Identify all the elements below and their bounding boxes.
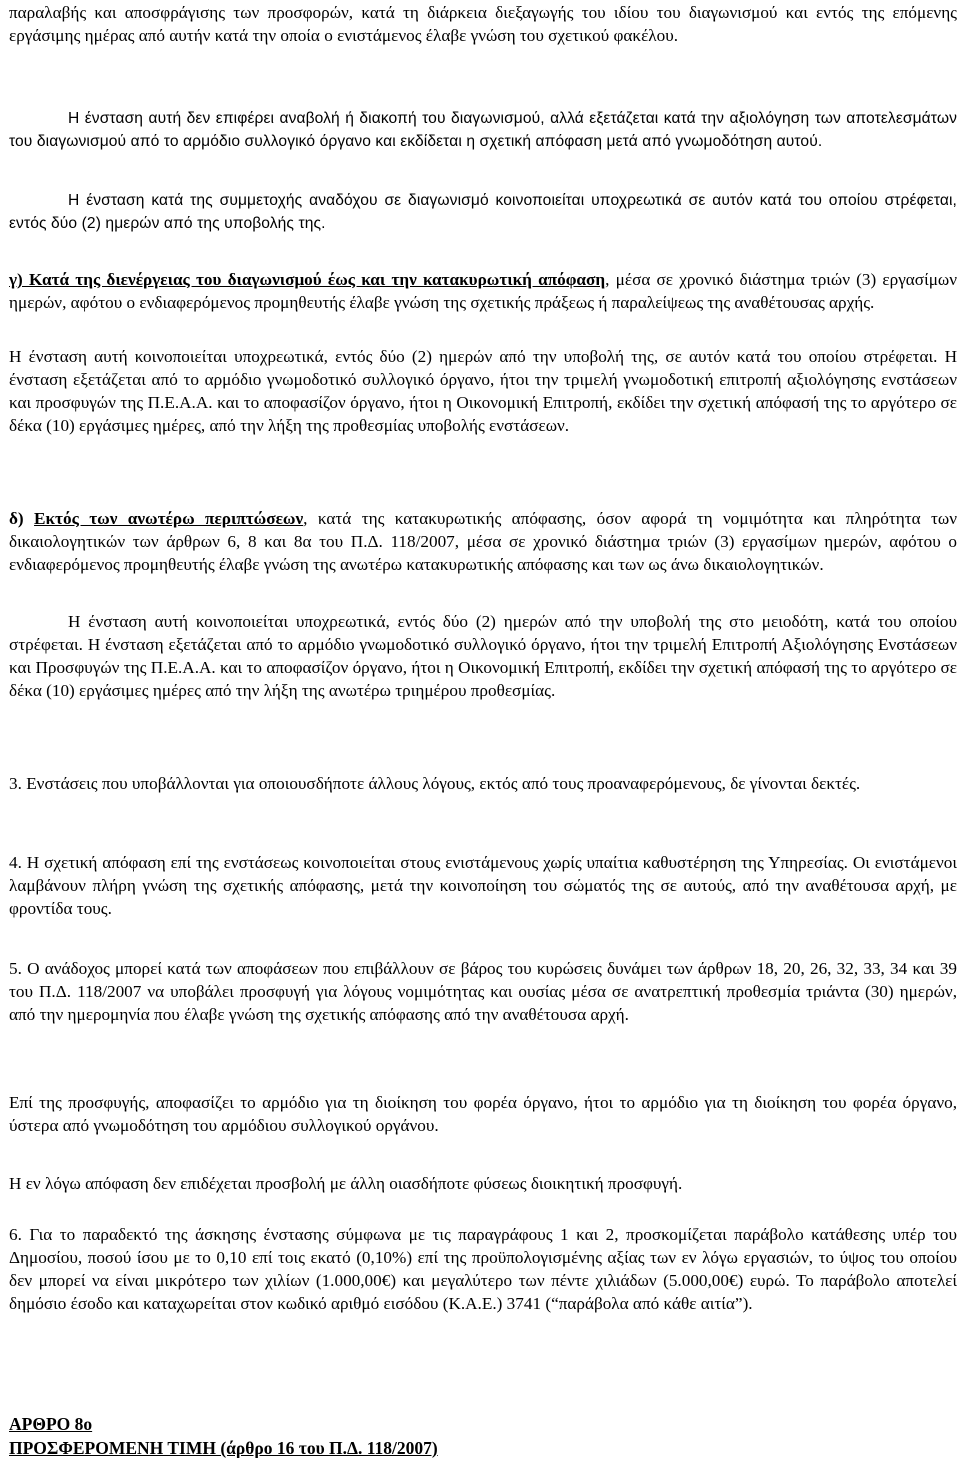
paragraph-3: 3. Ενστάσεις που υποβάλλονται για οποιουσδήποτε άλλους λόγους, εκτός από τους προαναφερόμενους, δε γίνονται δεκτές. [9, 774, 861, 793]
article-subtitle: ΠΡΟΣΦΕΡΟΜΕΝΗ ΤΙΜΗ (άρθρο 16 του Π.Δ. 118/2007) [9, 1438, 438, 1458]
delta-label: δ) [9, 509, 35, 528]
paragraph-6: 6. Για το παραδεκτό της άσκησης ένστασης σύμφωνα με τις παραγράφους 1 και 2, προσκομίζεται παράβολο κατάθεσης υπέρ του Δημοσίου, ποσού ίσου με το 0,10 επί τοις εκατό (0,10%) επί της προϋπολογισμένης αξίας των εν λόγω εργασιών, το ύψος του οποίου δεν μπορεί να είναι μικρότερο των χιλίων (1.000,00€) και μεγαλύτερο των πέντε χιλιάδων (5.000,00€) ευρώ. Το παράβολο αποτελεί δημόσιο έσοδο και καταχωρείται στον κωδικό αριθμό εισόδου (Κ.Α.Ε.) 3741 (“παράβολα από κάθε αιτία”). [9, 1225, 957, 1313]
paragraph-delta [9, 507, 957, 576]
gamma-text: , μέσα σε χρονικό διάστημα τριών (3) εργασίμων ημερών, αφότου ο ενδιαφερόμενος προμηθευτής έλαβε γνώση της σχετικής πράξεως ή παραλείψεως της αναθέτουσας αρχής. [9, 270, 957, 312]
paragraph-4: 4. Η σχετική απόφαση επί της ενστάσεως κοινοποιείται στους ενιστάμενους χωρίς υπαίτια καθυστέρηση της Υπηρεσίας. Οι ενιστάμενοι λαμβάνουν πλήρη γνώση της σχετικής απόφασης, μετά την κοινοποίηση του σώματός της σε αυτούς, από την αναθέτουσα αρχή, με φροντίδα τους. [9, 853, 957, 918]
paragraph-objection-notification: Η ένσταση κατά της συμμετοχής αναδόχου σε διαγωνισμό κοινοποιείται υποχρεωτικά σε αυτόν κατά του οποίου στρέφεται, εντός δύο (2) ημερών από της υποβολής της. [9, 192, 957, 232]
gamma-heading: γ) Κατά της διενέργειας του διαγωνισμού έως και την κατακυρωτική απόφαση [9, 270, 606, 289]
paragraph-intro: παραλαβής και αποσφράγισης των προσφορών, κατά τη διάρκεια διεξαγωγής του ιδίου του διαγωνισμού και εντός της επόμενης εργάσιμης ημέρας από αυτήν κατά την οποία ο ενιστάμενος έλαβε γνώση του σχετικού φακέλου. [9, 3, 957, 45]
paragraph-objection-no-suspension: Η ένσταση αυτή δεν επιφέρει αναβολή ή διακοπή του διαγωνισμού, αλλά εξετάζεται κατά την αξιολόγηση των αποτελεσμάτων του διαγωνισμού από το αρμόδιο συλλογικό όργανο και εκδίδεται η σχετική απόφαση μετά από γνωμοδότηση αυτού. [9, 110, 957, 150]
article-title: ΑΡΘΡΟ 8ο [9, 1414, 93, 1434]
paragraph-5-appeal: Επί της προσφυγής, αποφασίζει το αρμόδιο για τη διοίκηση του φορέα όργανο, ήτοι το αρμόδιο για τη διοίκηση του φορέα όργανο, ύστερα από γνωμοδότηση του αρμόδιου συλλογικού οργάνου. [9, 1093, 957, 1135]
paragraph-gamma-procedure: Η ένσταση αυτή κοινοποιείται υποχρεωτικά, εντός δύο (2) ημερών από την υποβολή της, σε αυτόν κατά του οποίου στρέφεται. Η ένσταση εξετάζεται από το αρμόδιο γνωμοδοτικό συλλογικό όργανο, ήτοι την τριμελή γνωμοδοτική επιτροπή αξιολόγησης ενστάσεων και προσφυγών της Π.Ε.Α.Α. και το αποφασίζον όργανο, ήτοι η Οικονομική Επιτροπή, εκδίδει την σχετική απόφασή της το αργότερο σε δέκα (10) εργάσιμες ημέρες, από την λήξη της προθεσμίας υποβολής ενστάσεων. [9, 347, 957, 435]
paragraph-delta-procedure: Η ένσταση αυτή κοινοποιείται υποχρεωτικά, εντός δύο (2) ημερών από την υποβολή της στο μειοδότη, κατά του οποίου στρέφεται. Η ένσταση εξετάζεται από το αρμόδιο γνωμοδοτικό συλλογικό όργανο, ήτοι την τριμελή Επιτροπή Αξιολόγησης Ενστάσεων και Προσφυγών της Π.Ε.Α.Α. και το αποφασίζον όργανο, ήτοι η Οικονομική Επιτροπή, εκδίδει την σχετική απόφασή της το αργότερο σε δέκα (10) εργάσιμες ημέρες από την λήξη της ανωτέρω τριημέρου προθεσμίας. [9, 612, 957, 700]
paragraph-5: 5. Ο ανάδοχος μπορεί κατά των αποφάσεων που επιβάλλουν σε βάρος του κυρώσεις δυνάμει των άρθρων 18, 20, 26, 32, 33, 34 και 39 του Π.Δ. 118/2007 να υποβάλει προσφυγή για λόγους νομιμότητας και ουσίας μέσα σε ανατρεπτική προθεσμία τριάντα (30) ημερών, από την ημερομηνία που έλαβε γνώση της σχετικής απόφασης από την αναθέτουσα αρχή. [9, 959, 957, 1024]
paragraph-5-final: Η εν λόγω απόφαση δεν επιδέχεται προσβολή με άλλη οιασδήποτε φύσεως διοικητική προσφυγή. [9, 1174, 683, 1193]
delta-heading: Εκτός των ανωτέρω περιπτώσεων [34, 509, 304, 528]
delta-text: , κατά της κατακυρωτικής απόφασης, όσον αφορά τη νομιμότητα και πληρότητα των δικαιολογητικών των άρθρων 6, 8 και 8α του Π.Δ. 118/2007, μέσα σε χρονικό διάστημα τριών (3) εργασίμων ημερών, αφότου ο ενδιαφερόμενος προμηθευτής έλαβε γνώση της ανωτέρω κατακυρωτικής απόφασης και των ως άνω δικαιολογητικών. [9, 509, 957, 574]
paragraph-gamma [9, 268, 957, 314]
